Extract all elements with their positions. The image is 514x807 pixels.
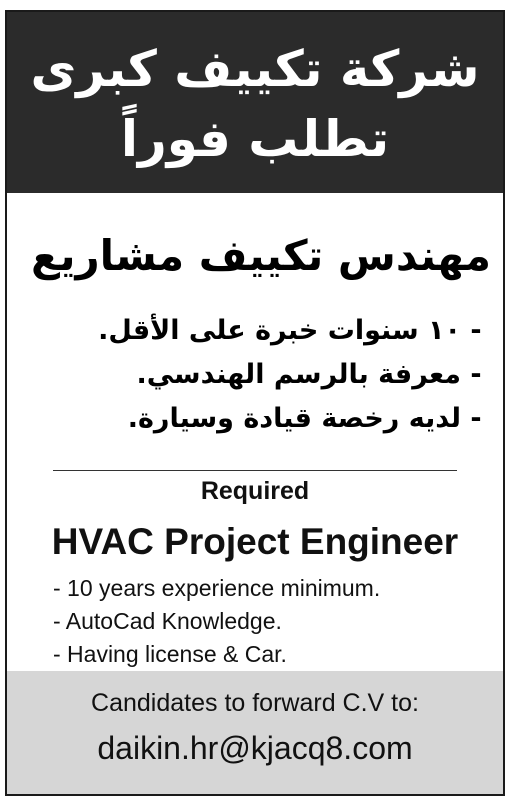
arabic-requirement: -١٠ سنوات خبرة على الأقل. (98, 315, 482, 346)
header-banner (7, 12, 503, 193)
contact-email[interactable]: daikin.hr@kjacq8.com (97, 730, 413, 766)
company-line: شركة تكييف كبرى (30, 40, 480, 98)
cv-instruction: Candidates to forward C.V to: (91, 689, 419, 717)
english-requirements-list (53, 572, 491, 671)
section-divider (53, 470, 457, 471)
english-requirement: - 10 years experience minimum. (53, 575, 381, 601)
arabic-requirement: -لديه رخصة قيادة وسيارة. (127, 403, 482, 434)
required-label: Required (200, 477, 310, 505)
arabic-requirement: -معرفة بالرسم الهندسي. (136, 359, 482, 390)
english-requirement: - Having license & Car. (53, 641, 287, 667)
english-requirement: - AutoCad Knowledge. (53, 608, 282, 634)
english-job-title: HVAC Project Engineer (51, 521, 459, 562)
arabic-requirements-list (19, 312, 491, 444)
arabic-job-title: مهندس تكييف مشاريع (31, 231, 491, 280)
hiring-now-line: تطلب فوراً (120, 110, 390, 168)
contact-footer (7, 671, 503, 794)
job-advertisement (5, 10, 505, 796)
